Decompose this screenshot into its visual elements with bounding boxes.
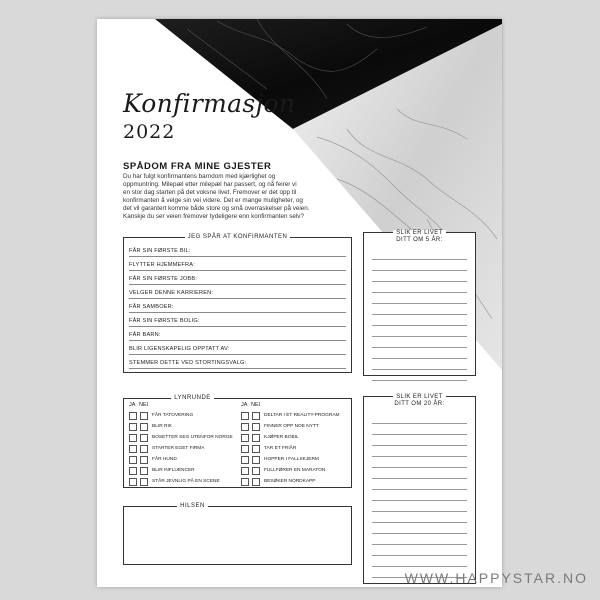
ja-checkbox[interactable] bbox=[129, 478, 137, 486]
life-5-title: SLIK ER LIVET DITT OM 5 ÅR: bbox=[364, 230, 475, 244]
intro-line: Kanskje du ser veien fremover tydeligere enn konfirmanten selv? bbox=[123, 213, 304, 221]
lynrunde-label: FULLFØRER EN MARATON bbox=[264, 468, 326, 473]
ja-header-left: JA bbox=[129, 402, 136, 408]
ja-checkbox[interactable] bbox=[129, 467, 137, 475]
nei-checkbox[interactable] bbox=[252, 467, 260, 475]
prediction-field[interactable]: STEMMER DETTE VED STORTINGSVALG: bbox=[129, 359, 346, 369]
hilsen-title: HILSEN bbox=[97, 502, 351, 511]
life-20-title: SLIK ER LIVET DITT OM 20 ÅR: bbox=[394, 394, 445, 407]
page-title: Konfirmasjon bbox=[123, 89, 296, 118]
prediction-field[interactable]: FÅR BARN: bbox=[129, 331, 346, 341]
intro-line: en stor dag starten på det voksne livet. Fremover er det opp til bbox=[123, 189, 297, 197]
prediction-field[interactable]: FÅR SIN FØRSTE BOLIG: bbox=[129, 317, 346, 327]
nei-checkbox[interactable] bbox=[252, 434, 260, 442]
ja-checkbox[interactable] bbox=[129, 412, 137, 420]
ja-checkbox[interactable] bbox=[241, 412, 249, 420]
nei-checkbox[interactable] bbox=[140, 423, 148, 431]
page-year: 2022 bbox=[123, 121, 176, 143]
hilsen-box[interactable] bbox=[123, 503, 352, 565]
nei-checkbox[interactable] bbox=[140, 434, 148, 442]
nei-checkbox[interactable] bbox=[252, 478, 260, 486]
lynrunde-label: TAR ET FRIÅR bbox=[264, 446, 297, 451]
lynrunde-label: STÅR JEVNLIG PÅ EN SCENE bbox=[152, 479, 220, 484]
lynrunde-label: BOSETTER SEG UTENFOR NORGE bbox=[152, 435, 233, 440]
life-20-years-box bbox=[363, 396, 476, 584]
nei-checkbox[interactable] bbox=[140, 445, 148, 453]
intro-line: oppmuntring. Milepæl etter milepæl har passert, og nå feirer vi bbox=[123, 181, 297, 189]
lynrunde-label: STARTER EGET FIRMA bbox=[152, 446, 205, 451]
prediction-field[interactable]: BLIR LIGENSKAPELIG OPPTATT AV: bbox=[129, 345, 346, 355]
intro-text bbox=[123, 173, 333, 222]
lynrunde-label: FÅR HUND bbox=[152, 457, 177, 462]
prediction-field[interactable]: VELGER DENNE KARRIEREN: bbox=[129, 289, 346, 299]
life-5-writing-lines[interactable] bbox=[372, 249, 467, 381]
lynrunde-box bbox=[123, 395, 352, 488]
nei-checkbox[interactable] bbox=[252, 445, 260, 453]
nei-checkbox[interactable] bbox=[252, 423, 260, 431]
lynrunde-label: DELTAR I ET REALITY-PROGRAM bbox=[264, 413, 340, 418]
prediction-field[interactable]: FÅR SIN FØRSTE BIL: bbox=[129, 247, 346, 257]
section-heading: SPÅDOM FRA MINE GJESTER bbox=[123, 161, 272, 172]
ja-header-right: JA bbox=[241, 402, 248, 408]
ja-checkbox[interactable] bbox=[241, 478, 249, 486]
ja-checkbox[interactable] bbox=[241, 467, 249, 475]
predictions-title: JEG SPÅR AT KONFIRMANTEN bbox=[124, 233, 351, 242]
lynrunde-label: HOPPER I FALLSKJERM bbox=[264, 457, 319, 462]
printable-sheet bbox=[97, 19, 502, 587]
lynrunde-label: FINNER OPP NOE NYTT bbox=[264, 424, 319, 429]
life-5-years-box bbox=[363, 232, 476, 376]
nei-checkbox[interactable] bbox=[140, 467, 148, 475]
nei-header-left: NEI bbox=[139, 402, 149, 408]
nei-checkbox[interactable] bbox=[140, 456, 148, 464]
ja-checkbox[interactable] bbox=[129, 456, 137, 464]
website-url: WWW.HAPPYSTAR.NO bbox=[404, 570, 588, 586]
nei-header-right: NEI bbox=[251, 402, 261, 408]
lynrunde-label: BLIR RIK bbox=[152, 424, 172, 429]
ja-checkbox[interactable] bbox=[241, 434, 249, 442]
lynrunde-label: FÅR TATOVERING bbox=[152, 413, 194, 418]
ja-checkbox[interactable] bbox=[241, 456, 249, 464]
prediction-field[interactable]: FÅR SAMBOER: bbox=[129, 303, 346, 313]
life-20-writing-lines[interactable] bbox=[372, 413, 467, 587]
intro-line: Du har fulgt konfirmantens barndom med kjærlighet og bbox=[123, 173, 276, 180]
nei-checkbox[interactable] bbox=[140, 412, 148, 420]
lynrunde-title: LYNRUNDE bbox=[97, 394, 351, 403]
prediction-field[interactable]: FÅR SIN FØRSTE JOBB: bbox=[129, 275, 346, 285]
ja-checkbox[interactable] bbox=[129, 434, 137, 442]
nei-checkbox[interactable] bbox=[140, 478, 148, 486]
predictions-box bbox=[123, 234, 352, 373]
intro-line: konfirmanten å velge sin vei videre. Det er mange muligheter, og bbox=[123, 197, 303, 205]
ja-checkbox[interactable] bbox=[241, 423, 249, 431]
ja-checkbox[interactable] bbox=[129, 423, 137, 431]
intro-line: det vil garantert komme både store og små overraskelser på veien. bbox=[123, 205, 310, 213]
lynrunde-label: KJØPER BOBIL bbox=[264, 435, 299, 440]
nei-checkbox[interactable] bbox=[252, 456, 260, 464]
ja-checkbox[interactable] bbox=[241, 445, 249, 453]
prediction-field[interactable]: FLYTTER HJEMMEFRA: bbox=[129, 261, 346, 271]
ja-checkbox[interactable] bbox=[129, 445, 137, 453]
lynrunde-label: BLIR INFLUENCER bbox=[152, 468, 195, 473]
nei-checkbox[interactable] bbox=[252, 412, 260, 420]
lynrunde-label: BESØKER NORDKAPP bbox=[264, 479, 316, 484]
